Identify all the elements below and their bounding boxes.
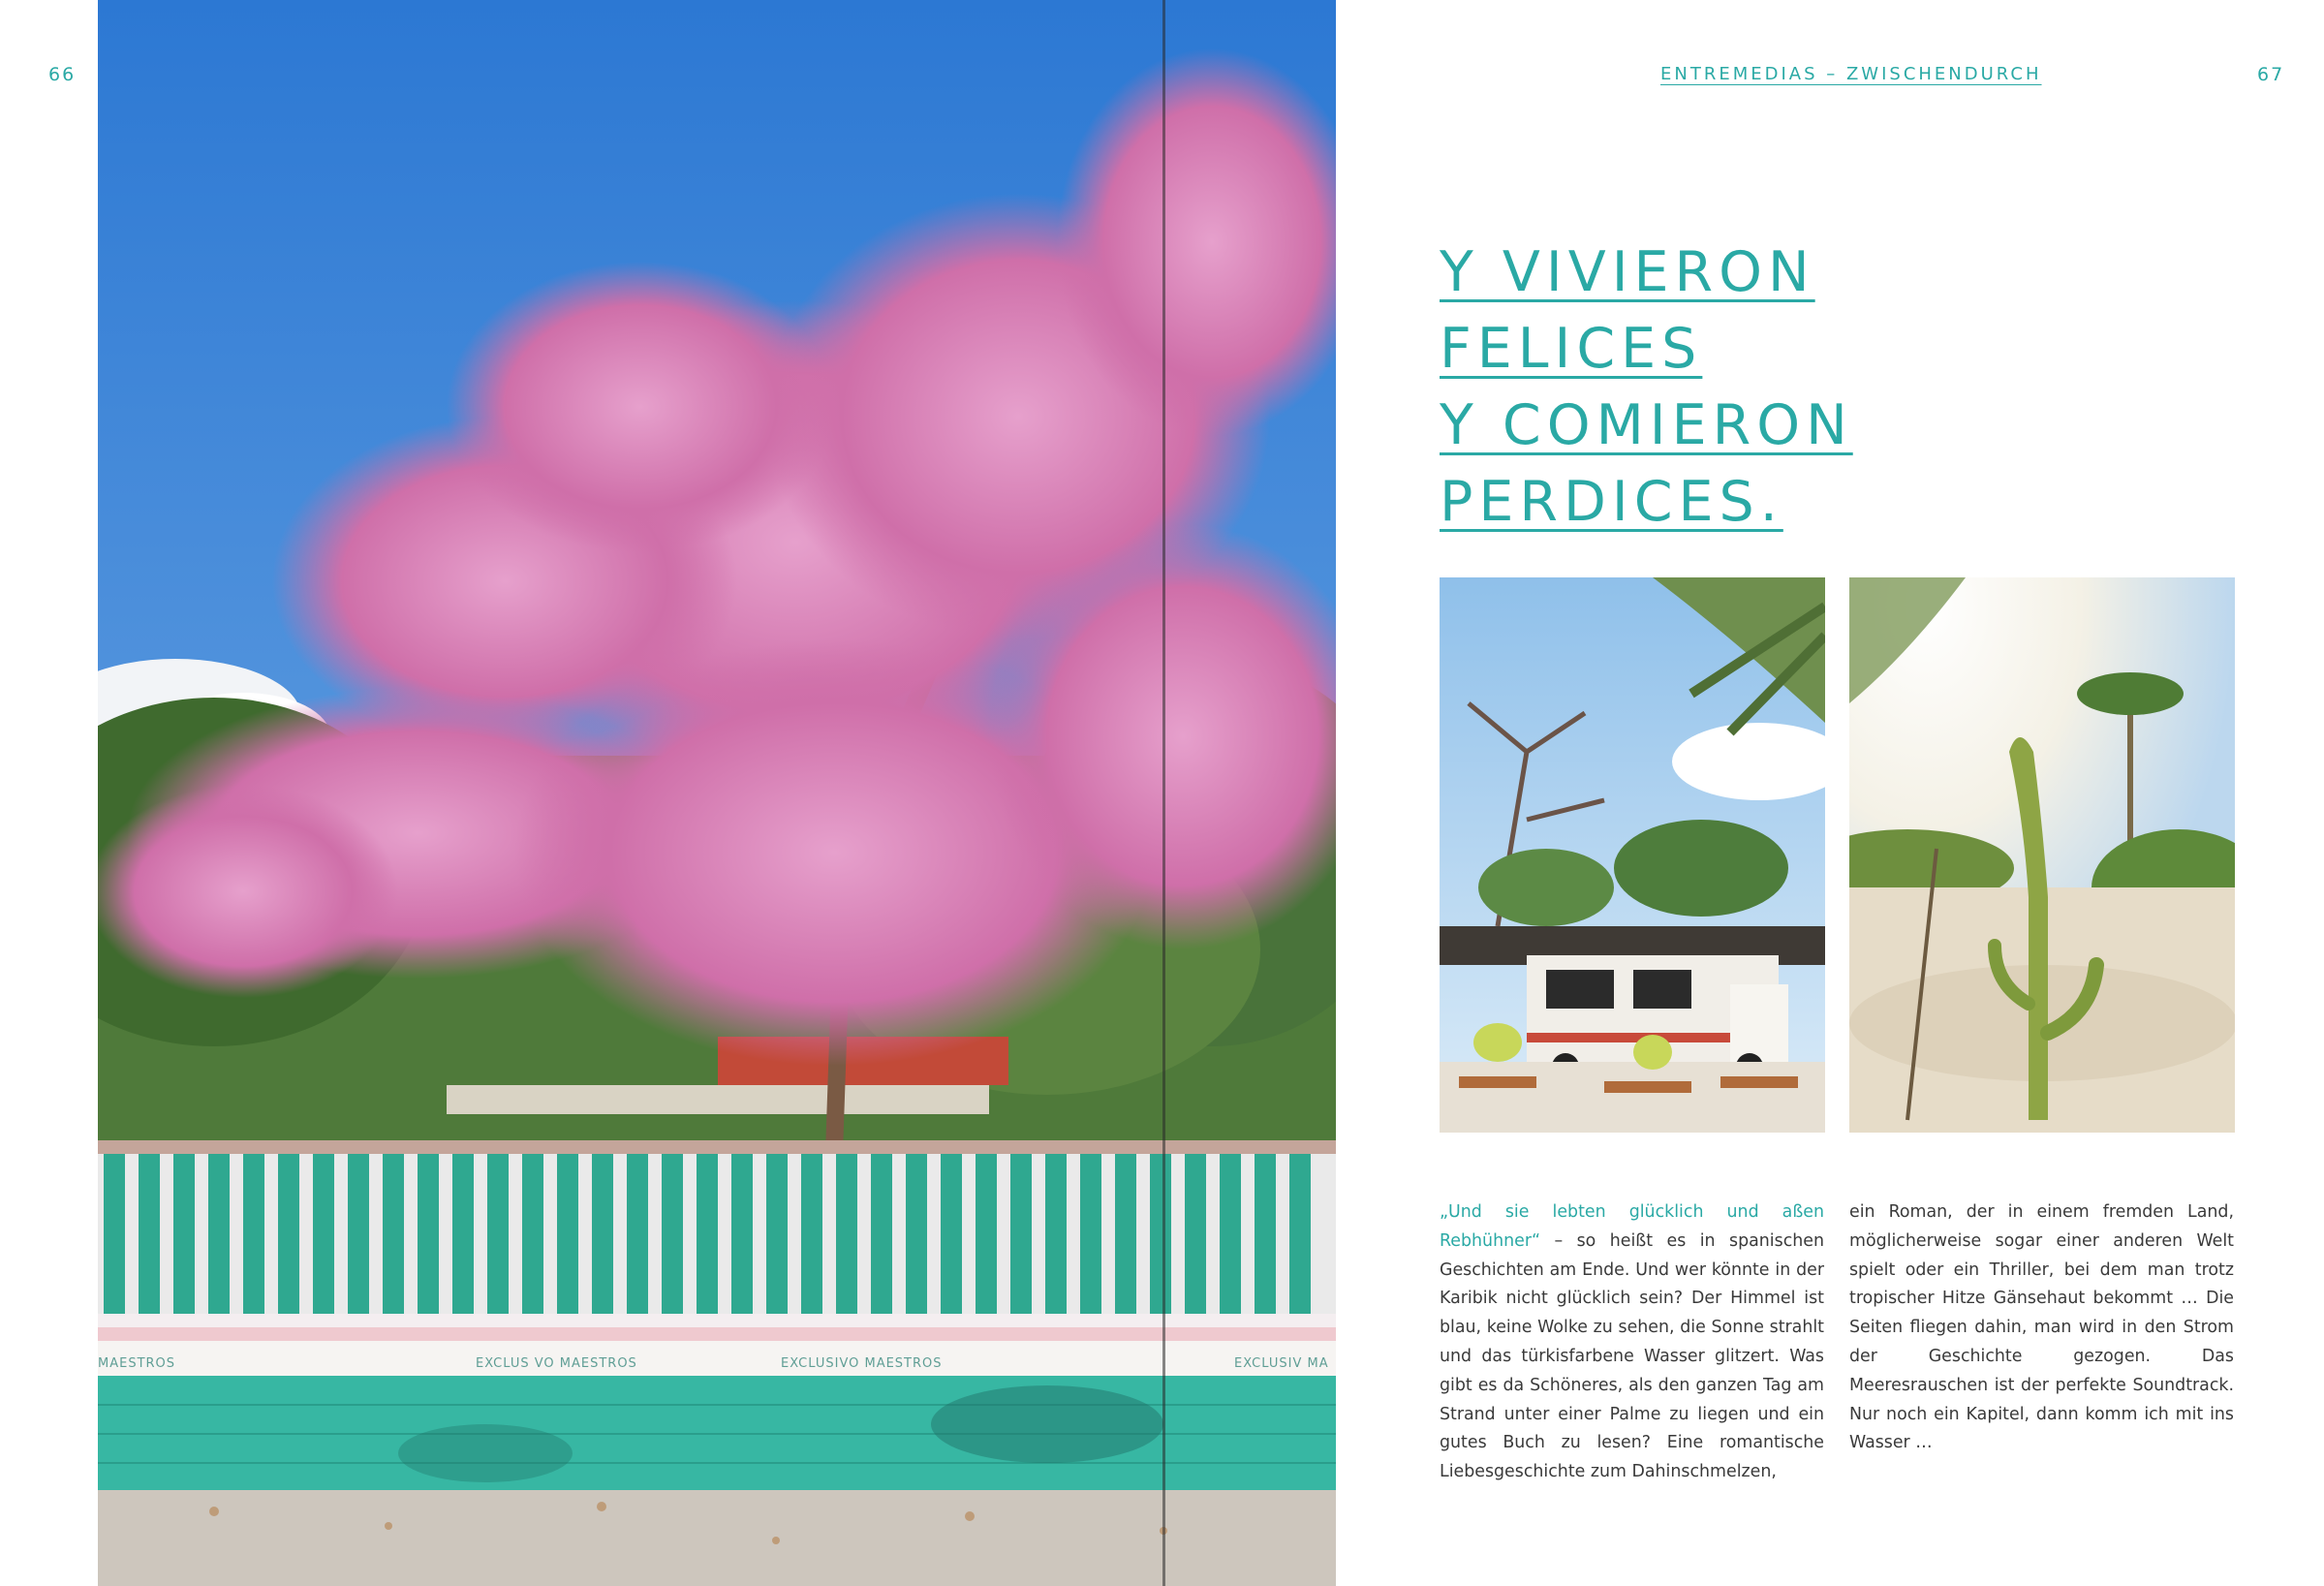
wall-text-2: EXCLUS VO MAESTROS [476,1356,637,1371]
page-gutter [1162,0,1165,1586]
body-lead-quote: „Und sie lebten glücklich und aßen Rebhühner“ [1440,1202,1824,1251]
headline-line-2: FELICES [1440,317,1703,381]
headline-line-3: Y COMIERON [1440,393,1853,457]
main-photo-flowering-tree [98,0,1336,1586]
running-head: ENTREMEDIAS – ZWISCHENDURCH [1660,64,2042,84]
photo-food-truck [1440,577,1825,1133]
wall-text-4: EXCLUSIV MA [1234,1356,1329,1371]
body-column-2: ein Roman, der in einem fremden Land, möglicherweise sogar einer anderen Welt spielt oder ein Thriller, bei dem man trotz tropischer Hitze Gänsehaut bekommt … Die Seiten fliegen dahin, man wird in den Strom der Geschichte gezogen. Das Meeresrauschen ist der perfekte Soundtrack. Nur noch ein Kapitel, dann komm ich mit ins Wasser … [1849,1202,2234,1453]
page-number-right: 67 [2257,64,2285,85]
body-column-1 [1440,1198,1824,1487]
photo-cactus [1849,577,2235,1133]
page-number-left: 66 [48,64,77,85]
headline [1440,234,1853,541]
wall-text-1: MAESTROS [98,1356,176,1371]
wall-text-3: EXCLUSIVO MAESTROS [781,1356,943,1371]
headline-line-1: Y VIVIERON [1440,240,1815,304]
body-column-1-text: – so heißt es in spanischen Geschichten am Ende. Und wer könnte in der Karibik nicht glücklich sein? Der Himmel ist blau, keine Wolke zu sehen, die Sonne strahlt und das türkisfarbene Wasser glitzert. Was gibt es da Schöneres, als den ganzen Tag am Strand unter einer Palme zu liegen und ein gutes Buch zu lesen? Eine romantische Liebesgeschichte zum Dahinschmelzen, [1440,1230,1824,1482]
headline-line-4: PERDICES. [1440,470,1783,534]
